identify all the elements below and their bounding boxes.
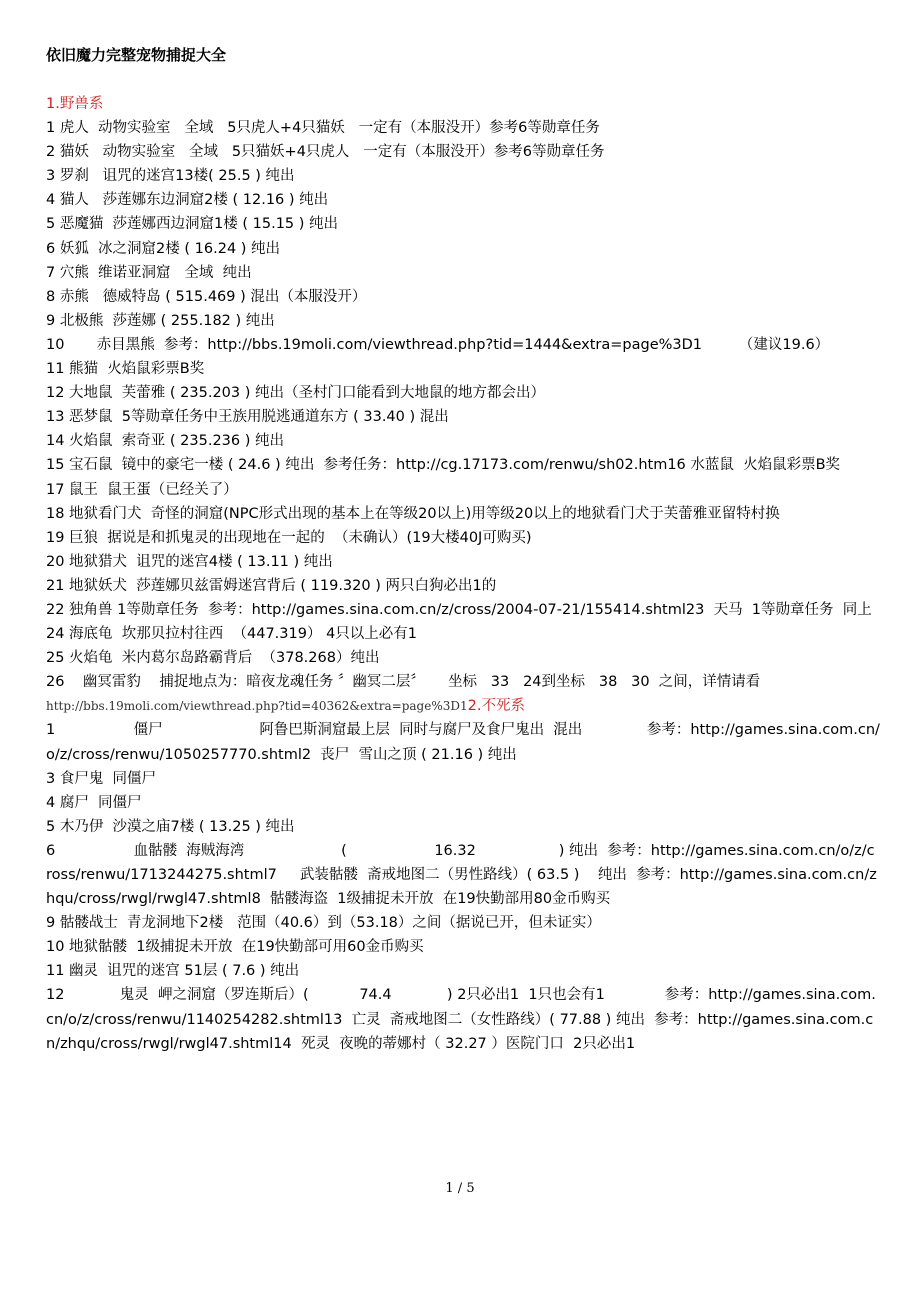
entry-line: 14 火焰鼠 索奇亚 ( 235.236 ) 纯出 <box>46 433 284 450</box>
entry-line: 7 穴熊 维诺亚洞窟 全域 纯出 <box>46 264 252 281</box>
entry-line: 6 妖狐 冰之洞窟2楼 ( 16.24 ) 纯出 <box>46 240 281 257</box>
entry-line: 12 鬼灵 岬之洞窟（罗连斯后）( 74.4 ) 2只必出1 1只也会有1 参考：http://games.sina.com.cn/o/z/cross/renwu/1140254282.shtml13 亡灵 斋戒地图二（女性路线）( 77.88 ) 纯出 参考：http://games.sina.com.cn/zhqu/cross/rwgl/rwgl47.shtml14 死灵 夜晚的蒂娜村（ 32.27 ）医院门口 2只必出1 <box>46 987 876 1052</box>
entry-line: 17 鼠王 鼠王蛋（已经关了） <box>46 481 238 498</box>
entry-line: 1 僵尸 阿鲁巴斯洞窟最上层 同时与腐尸及食尸鬼出 混出 参考：http://games.sina.com.cn/o/z/cross/renwu/1050257770.shtml2 丧尸 雪山之顶 ( 21.16 ) 纯出 <box>46 722 880 763</box>
entry-line: 24 海底龟 坎那贝拉村往西 （447.319） 4只以上必有1 <box>46 626 418 643</box>
entry-line: 11 熊猫 火焰鼠彩票B奖 <box>46 361 205 378</box>
entry-text: 26 幽冥雷豹 捕捉地点为：暗夜龙魂任务 〞幽冥二层〞 坐标 33 24到坐标 38 30 之间，详情请看 <box>46 674 761 691</box>
entry-line: 1 虎人 动物实验室 全域 5只虎人+4只猫妖 一定有（本服没开）参考6等勋章任务 <box>46 120 600 137</box>
page-number: 1 / 5 <box>445 1181 475 1196</box>
entry-line: 22 独角兽 1等勋章任务 参考：http://games.sina.com.cn/z/cross/2004-07-21/155414.shtml23 天马 1等勋章任务 同上 <box>46 601 872 618</box>
entry-line: 3 食尸鬼 同僵尸 <box>46 770 157 787</box>
entry-line: 9 北极熊 莎莲娜 ( 255.182 ) 纯出 <box>46 312 275 329</box>
reference-url: http://bbs.19moli.com/viewthread.php?tid=40362&extra=page%3D1 <box>46 699 468 714</box>
entry-line: 10 赤目黑熊 参考：http://bbs.19moli.com/viewthread.php?tid=1444&extra=page%3D1 （建议19.6） <box>46 336 830 353</box>
entry-line: 10 地狱骷髅 1级捕捉未开放 在19快勤部可用60金币购买 <box>46 939 424 956</box>
entry-line: 2 猫妖 动物实验室 全域 5只猫妖+4只虎人 一定有（本服没开）参考6等勋章任务 <box>46 144 605 161</box>
entry-line: 5 恶魔猫 莎莲娜西边洞窟1楼 ( 15.15 ) 纯出 <box>46 216 339 233</box>
entry-line: 12 大地鼠 芙蕾雅 ( 235.203 ) 纯出（圣村门口能看到大地鼠的地方都会出） <box>46 385 545 402</box>
entry-line: 20 地狱猎犬 诅咒的迷宫4楼 ( 13.11 ) 纯出 <box>46 553 333 570</box>
entry-line: 11 幽灵 诅咒的迷宫 51层 ( 7.6 ) 纯出 <box>46 963 300 980</box>
entry-line <box>46 670 880 718</box>
entry-line: 25 火焰龟 米内葛尔岛路霸背后 （378.268）纯出 <box>46 650 380 667</box>
entry-line: 13 恶梦鼠 5等勋章任务中王族用脱逃通道东方 ( 33.40 ) 混出 <box>46 409 449 426</box>
document-body <box>46 92 880 1056</box>
section-heading-text: 2.不死系 <box>467 698 525 715</box>
entry-line: 19 巨狼 据说是和抓鬼灵的出现地在一起的 （未确认）(19大楼40J可购买) <box>46 529 532 546</box>
entry-line: 9 骷髅战士 青龙洞地下2楼 范围（40.6）到（53.18）之间（据说已开，但未证实） <box>46 915 601 932</box>
entry-line: 18 地狱看门犬 奇怪的洞窟(NPC形式出现的基本上在等级20以上)用等级20以上的地狱看门犬于芙蕾雅亚留特村换 <box>46 505 780 522</box>
section-heading <box>46 92 880 116</box>
entry-line: 8 赤熊 德威特岛 ( 515.469 ) 混出（本服没开） <box>46 288 367 305</box>
entry-line: 21 地狱妖犬 莎莲娜贝兹雷姆迷宫背后 ( 119.320 ) 两只白狗必出1的 <box>46 577 497 594</box>
entry-line: 4 腐尸 同僵尸 <box>46 794 142 811</box>
entry-line: 5 木乃伊 沙漠之庙7楼 ( 13.25 ) 纯出 <box>46 818 295 835</box>
entry-line: 6 血骷髅 海贼海湾 ( 16.32 ) 纯出 参考：http://games.sina.com.cn/o/z/cross/renwu/1713244275.shtml7 武装骷髅 斋戒地图二（男性路线）( 63.5 ) 纯出 参考：http://games.sina.com.cn/zhqu/cross/rwgl/rwgl47.shtml8 骷髅海盗 1级捕捉未开放 在19快勤部用80金币购买 <box>46 842 877 908</box>
entry-line: 3 罗刹 诅咒的迷宫13楼( 25.5 ) 纯出 <box>46 168 295 185</box>
entry-line: 4 猫人 莎莲娜东边洞窟2楼 ( 12.16 ) 纯出 <box>46 192 329 209</box>
entry-line: 15 宝石鼠 镜中的豪宅一楼 ( 24.6 ) 纯出 参考任务：http://cg.17173.com/renwu/sh02.htm16 水蓝鼠 火焰鼠彩票B奖 <box>46 457 841 474</box>
section-heading-text: 1.野兽系 <box>46 96 104 112</box>
document-title: 依旧魔力完整宠物捕捉大全 <box>46 46 227 64</box>
